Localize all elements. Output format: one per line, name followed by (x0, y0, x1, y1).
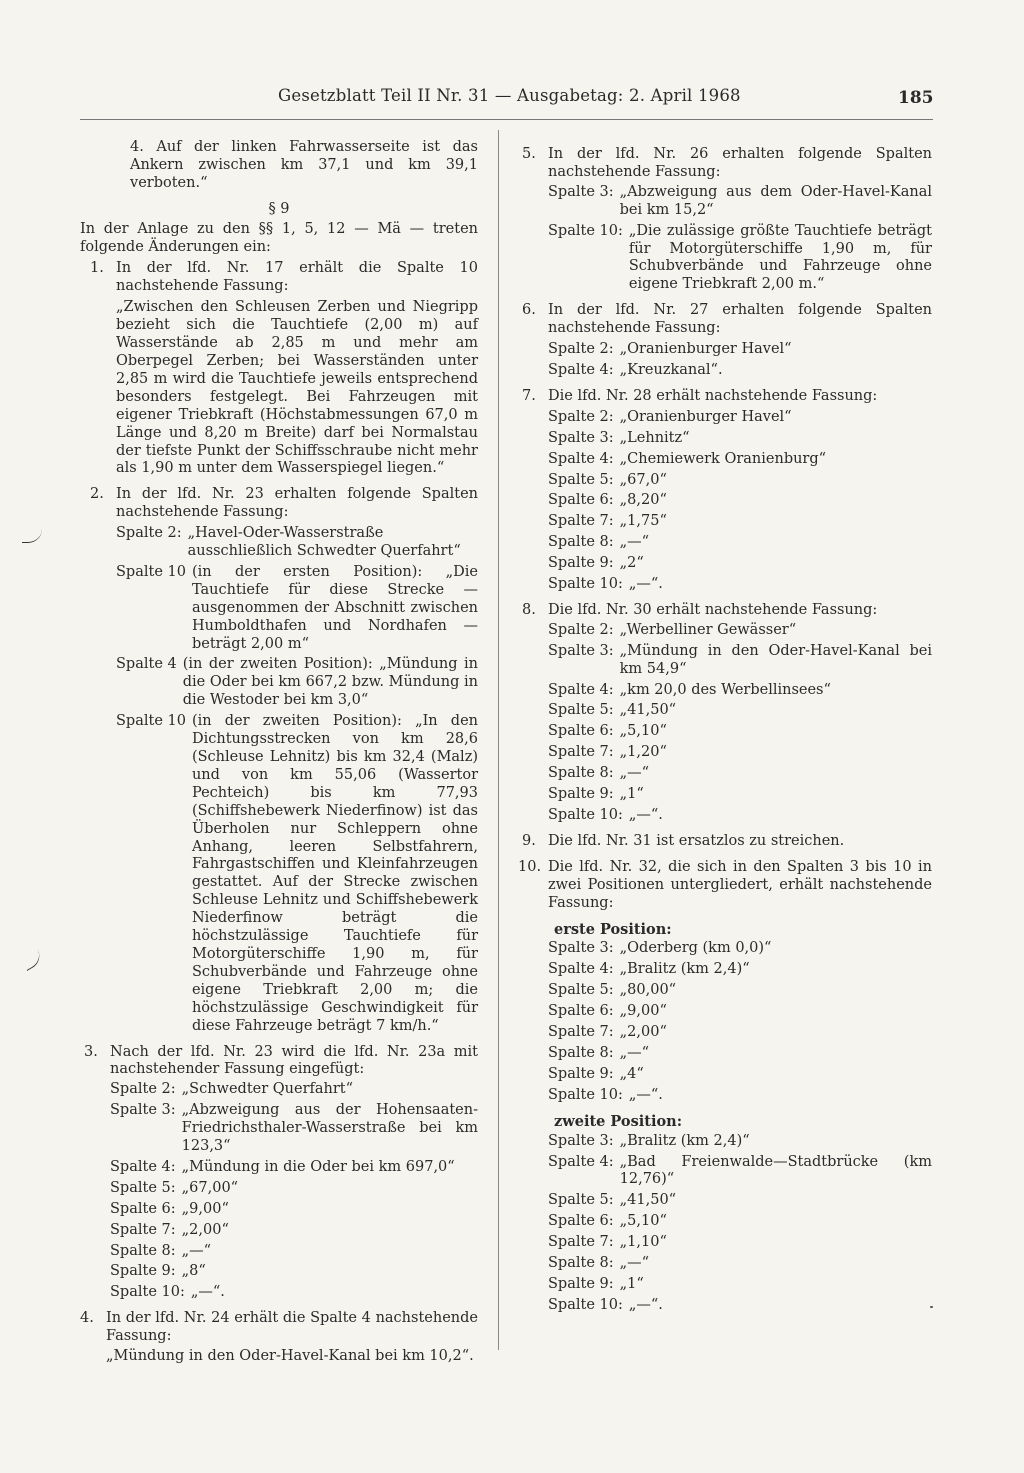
spalte-value: „Mündung in den Oder-Havel-Kanal bei km 54,9“ (619, 642, 932, 677)
list-item (80, 486, 478, 1035)
spalte-row (548, 807, 932, 825)
spalte-row (110, 1243, 478, 1261)
list-item-text: In der lfd. Nr. 23 erhalten folgende Spalten nachstehende Fassung: (116, 486, 478, 521)
spalte-value: „—“ (619, 1255, 650, 1272)
spalte-label: Spalte 5: (548, 471, 614, 488)
spalte-value: „Oranienburger Havel“ (619, 341, 792, 358)
spalte-value: „9,00“ (619, 1003, 667, 1020)
spalte-label: Spalte 3: (548, 940, 614, 957)
spalte-label: Spalte 4: (548, 361, 614, 378)
spalte-label: Spalte 5: (548, 982, 614, 999)
list-item-number: 6. (522, 302, 536, 319)
margin-mark (22, 528, 42, 543)
spalte-value: „Lehnitz“ (619, 429, 690, 446)
spalte-row (116, 656, 478, 710)
spalte-value: „1,20“ (619, 744, 667, 761)
list-item (80, 260, 478, 478)
spalte-label: Spalte 10: (548, 807, 623, 823)
spalte-value: „1“ (619, 1275, 644, 1292)
spalte-label: Spalte 8: (548, 534, 614, 551)
spalte-value: „—“. (628, 807, 663, 823)
spalte-value: „41,50“ (619, 702, 677, 719)
spalte-label: Spalte 3: (548, 1132, 614, 1149)
spalte-value: „—“ (619, 765, 650, 782)
spalte-value: „km 20,0 des Werbellinsees“ (619, 681, 831, 698)
spalte-row (548, 1087, 932, 1105)
spalte-label: Spalte 10: (548, 1086, 623, 1103)
spalte-row (548, 702, 932, 720)
list-item-text: Nach der lfd. Nr. 23 wird die lfd. Nr. 23a mit nachstehender Fassung eingefügt: (110, 1043, 478, 1078)
page-number: 185 (898, 88, 934, 108)
spalte-row (548, 940, 932, 958)
spalte-label: Spalte 8: (548, 1255, 614, 1272)
spalte-value: „9,00“ (181, 1200, 229, 1217)
spalte-label: Spalte 6: (548, 492, 614, 509)
spalte-label: Spalte 10: (110, 1284, 185, 1301)
spalte-value: „—“. (190, 1284, 225, 1301)
spalte-label: Spalte 6: (548, 723, 614, 740)
spalte-row (110, 1201, 478, 1219)
spalte-row (110, 1263, 478, 1281)
spalte-row (548, 765, 932, 783)
column-divider (498, 130, 499, 1350)
list-item (522, 388, 932, 594)
spalte-value: „1,75“ (619, 513, 667, 530)
left-column (80, 139, 478, 1366)
spalte-row (548, 682, 932, 700)
spalte-label: Spalte 2: (548, 341, 614, 358)
spalte-row (548, 1276, 932, 1294)
spalte-value: „5,10“ (619, 1213, 667, 1230)
spalte-row (548, 744, 932, 762)
spalte-row (548, 534, 932, 552)
spalte-value: (in der ersten Position): „Die Tauchtiefe für diese Strecke — ausgenommen der Abschnitt zwischen Humboldthafen und Nordhafen — beträgt 2,00 m“ (191, 563, 478, 652)
spalte-label: Spalte 10 (116, 713, 186, 730)
spalte-label: Spalte 3: (548, 183, 614, 200)
list-item (80, 1044, 478, 1303)
list-item-text: In der lfd. Nr. 17 erhält die Spalte 10 nachstehende Fassung: (116, 260, 478, 295)
right-column (518, 146, 932, 1315)
spalte-row (116, 564, 478, 654)
spalte-row (548, 223, 932, 295)
list-item-text: Die lfd. Nr. 28 erhält nachstehende Fassung: (548, 387, 878, 404)
spalte-value: „2,00“ (181, 1221, 229, 1238)
spalte-value: „Abzweigung aus dem Oder-Havel-Kanal bei km 15,2“ (619, 183, 932, 218)
spalte-label: Spalte 5: (548, 1192, 614, 1209)
spalte-value: „—“ (181, 1242, 212, 1259)
list-item-text: In der lfd. Nr. 24 erhält die Spalte 4 nachstehende Fassung: (106, 1310, 478, 1345)
spalte-row (110, 1180, 478, 1198)
spalte-row (548, 341, 932, 359)
spalte-value: „—“. (628, 1086, 663, 1103)
spalte-value: „5,10“ (619, 723, 667, 740)
spalte-row (548, 1024, 932, 1042)
spalte-label: Spalte 3: (548, 642, 614, 659)
spalte-row (110, 1159, 478, 1177)
spalte-label: Spalte 4: (548, 1153, 614, 1170)
spalte-row (548, 451, 932, 469)
spalte-row (110, 1284, 478, 1302)
list-item (518, 859, 932, 1315)
spalte-label: Spalte 6: (110, 1200, 176, 1217)
spalte-value: „Mündung in die Oder bei km 697,0“ (181, 1158, 455, 1175)
spalte-label: Spalte 4: (110, 1158, 176, 1175)
spalte-label: Spalte 10: (548, 1296, 623, 1313)
list-item-text: Die lfd. Nr. 31 ist ersatzlos zu streichen. (548, 832, 845, 849)
spalte-row (116, 525, 478, 561)
spalte-label: Spalte 10 (116, 563, 186, 580)
spalte-label: Spalte 7: (548, 1234, 614, 1251)
spalte-label: Spalte 6: (548, 1213, 614, 1230)
spalte-value: „2“ (619, 555, 644, 572)
list-item-text: In der lfd. Nr. 26 erhalten folgende Spalten nachstehende Fassung: (548, 146, 932, 180)
spalte-row (548, 1255, 932, 1273)
spalte-label: Spalte 7: (548, 1024, 614, 1041)
spalte-value: „8,20“ (619, 492, 667, 509)
spalte-row (548, 555, 932, 573)
spalte-label: Spalte 3: (548, 429, 614, 446)
spalte-value: „Havel-Oder-Wasserstraße ausschließlich Schwedter Querfahrt“ (187, 525, 461, 560)
position-heading: zweite Position: (554, 1112, 683, 1130)
spalte-label: Spalte 10: (548, 576, 623, 593)
list-item-quote: „Mündung in den Oder-Havel-Kanal bei km 10,2“. (106, 1348, 474, 1365)
spalte-value: „—“ (619, 1044, 650, 1061)
list-item-number: 9. (522, 832, 536, 849)
spalte-value: (in der zweiten Position): „Mündung in die Oder bei km 667,2 bzw. Mündung in die Westoder bei km 3,0“ (182, 656, 478, 709)
left-item4-text: 4. Auf der linken Fahrwasserseite ist das Ankern zwischen km 37,1 und km 39,1 verboten.“ (130, 139, 478, 191)
spalte-value: „41,50“ (619, 1192, 677, 1209)
margin-mark (20, 948, 45, 971)
spalte-label: Spalte 4 (116, 656, 177, 673)
spalte-row (548, 576, 932, 594)
spalte-value: „Kreuzkanal“. (619, 361, 723, 378)
list-item (522, 146, 932, 294)
spalte-row (548, 184, 932, 220)
spalte-value: „8“ (181, 1263, 206, 1280)
list-item-number: 7. (522, 387, 536, 404)
spalte-label: Spalte 9: (548, 1275, 614, 1292)
spalte-label: Spalte 8: (548, 765, 614, 782)
spalte-row (548, 409, 932, 427)
spalte-row (548, 982, 932, 1000)
spalte-value: „1,10“ (619, 1234, 667, 1251)
list-item (80, 1310, 478, 1366)
spalte-value: „Werbelliner Gewässer“ (619, 621, 797, 638)
spalte-label: Spalte 9: (548, 555, 614, 572)
spalte-row (116, 713, 478, 1035)
list-item (522, 302, 932, 380)
spalte-row (548, 1003, 932, 1021)
spalte-label: Spalte 4: (548, 681, 614, 698)
spalte-label: Spalte 2: (116, 525, 182, 542)
spalte-label: Spalte 6: (548, 1003, 614, 1020)
spalte-value: „Chemiewerk Oranienburg“ (619, 450, 827, 467)
list-item-quote: „Zwischen den Schleusen Zerben und Niegripp bezieht sich die Tauchtiefe (2,00 m) auf Wasserstände ab 2,85 m und mehr am Oberpegel Zerben; bei Wasserständen unter 2,85 m wird die Tauchtiefe jeweils entsprechend besonders festgelegt. Bei Fahrzeugen mit eigener Triebkraft (Höchstabmessungen 67,0 m Länge und 8,20 m Breite) darf bei Normalstau der tiefste Punkt der Schiffsschraube nicht mehr als 1,90 m unter dem Wasserspiegel liegen.“ (116, 299, 478, 477)
spalte-label: Spalte 9: (110, 1263, 176, 1280)
spalte-value: „1“ (619, 786, 644, 803)
position-heading: erste Position: (554, 920, 672, 938)
spalte-row (548, 1234, 932, 1252)
spalte-row (110, 1081, 478, 1099)
spalte-row (548, 472, 932, 490)
list-item (522, 833, 932, 851)
spalte-value: „2,00“ (619, 1024, 667, 1041)
spalte-value: „—“. (628, 576, 663, 593)
list-item-number: 4. (80, 1310, 94, 1327)
spalte-label: Spalte 2: (548, 408, 614, 425)
spalte-row (110, 1222, 478, 1240)
spalte-value: „67,0“ (619, 471, 667, 488)
list-item-number: 5. (522, 146, 536, 162)
spalte-row (548, 362, 932, 380)
spalte-label: Spalte 8: (110, 1242, 176, 1259)
spalte-label: Spalte 9: (548, 786, 614, 803)
list-item-number: 3. (84, 1043, 98, 1060)
spalte-value: „—“ (619, 534, 650, 551)
spalte-row (548, 1297, 932, 1315)
spalte-value: (in der zweiten Position): „In den Dichtungsstrecken von km 28,6 (Schleuse Lehnitz) bis km 32,4 (Malz) und von km 55,06 (Wassertor Pechteich) bis km 77,93 (Schiffshebewerk Niederfinow) ist das Überholen nur Schleppern ohne Anhang, leeren Selbstfahrern, Fahrgastschiffen und Kleinfahrzeugen gestattet. Auf der Strecke zwischen Schleuse Lehnitz und Schiffshebewerk Niederfinow beträgt die höchstzulässige Tauchtiefe für Motorgüterschiffe 1,90 m, für Schubverbände und Fahrzeuge ohne eigene Triebkraft 2,00 m; die höchstzulässige Geschwindigkeit für diese Fahrzeuge beträgt 7 km/h.“ (191, 713, 478, 1034)
spalte-row (548, 1045, 932, 1063)
spalte-label: Spalte 7: (548, 744, 614, 761)
spalte-value: „Die zulässige größte Tauchtiefe beträgt für Motorgüterschiffe 1,90 m, für Schubverbände und Fahrzeuge ohne eigene Triebkraft 2,00 m.“ (628, 222, 932, 293)
spalte-value: „80,00“ (619, 982, 677, 999)
spalte-value: „67,00“ (181, 1179, 239, 1196)
spalte-row (548, 1213, 932, 1231)
spalte-row (548, 961, 932, 979)
spalte-label: Spalte 2: (110, 1081, 176, 1098)
spalte-row (548, 622, 932, 640)
section-heading: § 9 (268, 200, 290, 217)
spalte-row (548, 492, 932, 510)
list-item (522, 602, 932, 825)
section-intro: In der Anlage zu den §§ 1, 5, 12 — Mä — treten folgende Änderungen ein: (80, 220, 478, 255)
spalte-value: „Abzweigung aus der Hohensaaten-Friedrichsthaler-Wasserstraße bei km 123,3“ (181, 1102, 478, 1155)
spalte-row (548, 1192, 932, 1210)
spalte-label: Spalte 4: (548, 961, 614, 978)
spalte-label: Spalte 7: (548, 513, 614, 530)
header-rule (80, 119, 933, 120)
list-item-text: In der lfd. Nr. 27 erhalten folgende Spalten nachstehende Fassung: (548, 302, 932, 337)
list-item-text: Die lfd. Nr. 30 erhält nachstehende Fassung: (548, 601, 878, 618)
spalte-label: Spalte 5: (110, 1179, 176, 1196)
spalte-value: „Bralitz (km 2,4)“ (619, 1132, 750, 1149)
spalte-value: „Bad Freienwalde—Stadtbrücke (km 12,76)“ (619, 1153, 932, 1188)
page-header-title: Gesetzblatt Teil II Nr. 31 — Ausgabetag: 2. April 1968 (278, 86, 741, 105)
spalte-row (548, 723, 932, 741)
list-item-number: 8. (522, 601, 536, 618)
spalte-row (548, 643, 932, 679)
spalte-row (110, 1102, 478, 1156)
spalte-value: „Bralitz (km 2,4)“ (619, 961, 750, 978)
spalte-label: Spalte 4: (548, 450, 614, 467)
spalte-row (548, 1154, 932, 1190)
spalte-value: „4“ (619, 1065, 644, 1082)
spalte-row (548, 786, 932, 804)
spalte-label: Spalte 7: (110, 1221, 176, 1238)
spalte-label: Spalte 8: (548, 1044, 614, 1061)
spalte-value: „Oderberg (km 0,0)“ (619, 940, 772, 957)
spalte-label: Spalte 2: (548, 621, 614, 638)
spalte-label: Spalte 3: (110, 1102, 176, 1119)
spalte-row (548, 1066, 932, 1084)
spalte-row (548, 430, 932, 448)
spalte-value: „Schwedter Querfahrt“ (181, 1081, 354, 1098)
list-item-number: 1. (90, 260, 104, 277)
spalte-label: Spalte 9: (548, 1065, 614, 1082)
spalte-value: „—“. (628, 1296, 663, 1313)
spalte-label: Spalte 5: (548, 702, 614, 719)
spalte-row (548, 1133, 932, 1151)
list-item-text: Die lfd. Nr. 32, die sich in den Spalten 3 bis 10 in zwei Positionen untergliedert, erhält nachstehende Fassung: (548, 858, 932, 911)
list-item-number: 10. (518, 858, 542, 875)
list-item-number: 2. (90, 486, 104, 503)
spalte-row (548, 513, 932, 531)
spalte-label: Spalte 10: (548, 222, 623, 239)
spalte-value: „Oranienburger Havel“ (619, 408, 792, 425)
